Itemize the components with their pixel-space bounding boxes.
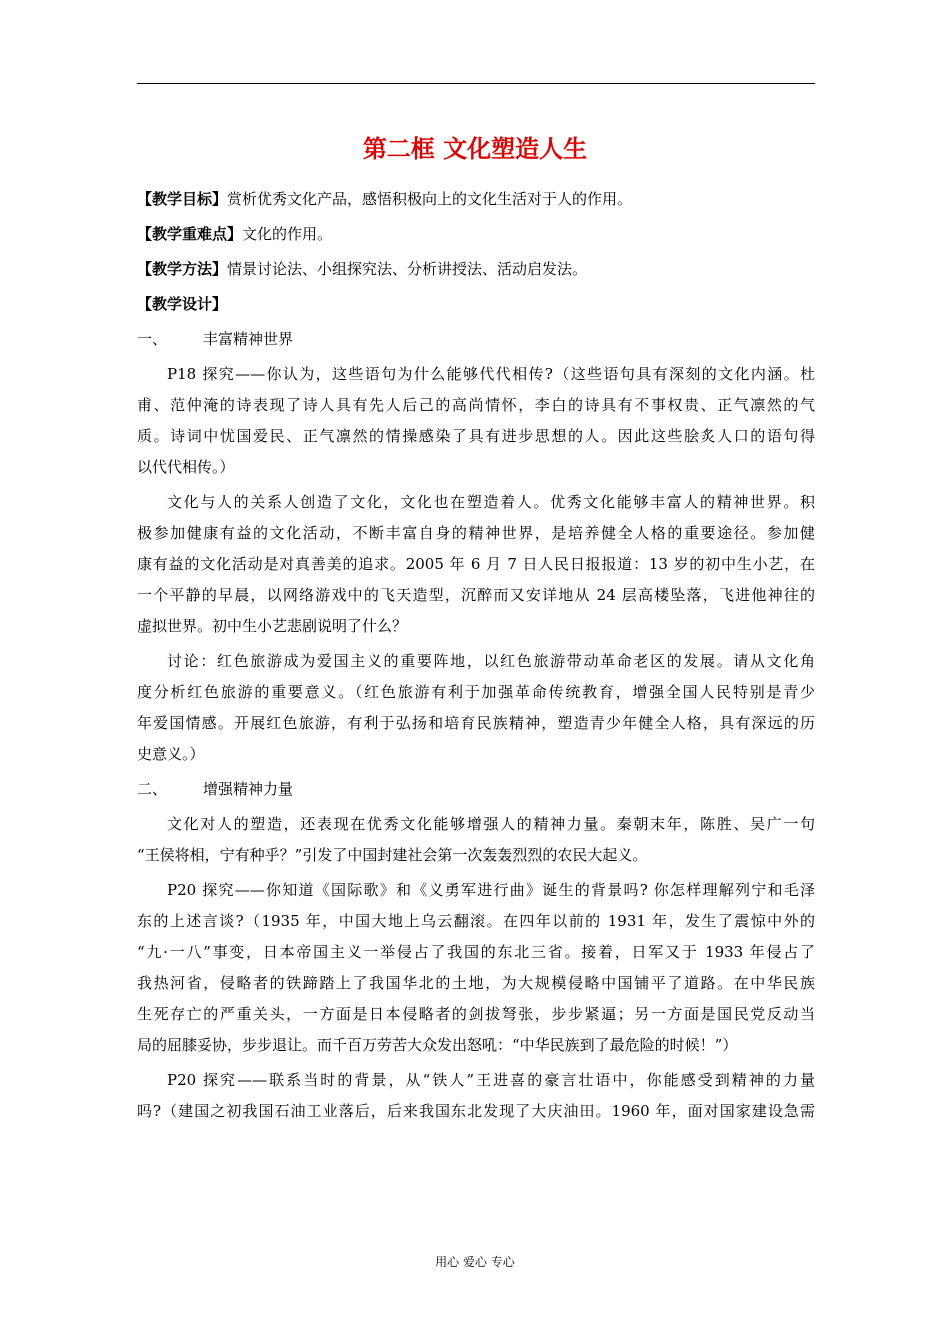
section-heading-2 <box>137 774 815 805</box>
paragraph <box>137 359 815 483</box>
page-footer: 用心 爱心 专心 <box>435 1255 515 1269</box>
paragraph <box>137 875 815 1061</box>
text-line: P18 探究——你认为，这些语句为什么能够代代相传?（这些语句具有深刻的文化内涵。杜 <box>167 365 815 383</box>
teaching-goal <box>137 184 815 219</box>
teaching-method <box>137 254 815 289</box>
section-heading-1 <box>137 324 815 355</box>
text-line: 度分析红色旅游的重要意义。（红色旅游有利于加强革命传统教育，增强全国人民特别是青少 <box>137 683 815 701</box>
teaching-key-points <box>137 219 815 254</box>
document-body <box>137 184 815 1127</box>
text-line: 文化与人的关系人创造了文化，文化也在塑造着人。优秀文化能够丰富人的精神世界。积 <box>167 493 815 511</box>
paragraph <box>137 1065 815 1127</box>
text-line: 以代代相传。） <box>137 458 235 476</box>
teaching-design <box>137 289 815 324</box>
text-line: 年爱国情感。开展红色旅游，有利于弘扬和培育民族精神，塑造青少年健全人格，具有深远的历 <box>137 714 815 732</box>
paragraph <box>137 487 815 642</box>
text-line: 虚拟世界。初中生小艺悲剧说明了什么？ <box>137 617 408 635</box>
text-line: 吗?（建国之初我国石油工业落后，后来我国东北发现了大庆油田。1960 年，面对国家建设急需 <box>137 1102 815 1120</box>
teaching-key-label: 【教学重难点】 <box>137 225 243 243</box>
teaching-design-label: 【教学设计】 <box>137 295 228 313</box>
page-title: 第二框 文化塑造人生 <box>362 135 588 163</box>
text-line: “王侯将相，宁有种乎？”引发了中国封建社会第一次轰轰烈烈的农民大起义。 <box>137 846 648 864</box>
section-2-number: 二、 <box>137 780 168 798</box>
paragraph <box>137 809 815 871</box>
teaching-goal-text: 赏析优秀文化产品，感悟积极向上的文化生活对于人的作用。 <box>227 190 633 208</box>
text-line: 讨论：红色旅游成为爱国主义的重要阵地，以红色旅游带动革命老区的发展。请从文化角 <box>167 652 815 670</box>
teaching-method-label: 【教学方法】 <box>137 260 228 278</box>
text-line: 生死存亡的严重关头，一方面是日本侵略者的剑拔弩张，步步紧逼；另一方面是国民党反动当 <box>137 1005 815 1023</box>
section-1-number: 一、 <box>137 330 168 348</box>
text-line: 我热河省，侵略者的铁蹄踏上了我国华北的土地，为大规模侵略中国铺平了道路。在中华民族 <box>137 974 815 992</box>
text-line: 康有益的文化活动是对真善美的追求。2005 年 6 月 7 日人民日报报道：13 岁的初中生小艺，在 <box>137 555 815 573</box>
text-line: 东的上述言谈?（1935 年，中国大地上乌云翻滚。在四年以前的 1931 年，发生了震惊中外的 <box>137 912 815 930</box>
section-2-title: 增强精神力量 <box>203 780 294 798</box>
teaching-method-text: 情景讨论法、小组探究法、分析讲授法、活动启发法。 <box>227 260 588 278</box>
text-line: 一个平静的早晨，以网络游戏中的飞天造型，沉醉而又安详地从 24 层高楼坠落，飞进他神往的 <box>137 586 815 604</box>
text-line: 史意义。） <box>137 745 205 763</box>
text-line: 局的屈膝妥协，步步退让。而千百万劳苦大众发出怒吼：“中华民族到了最危险的时候！”） <box>137 1036 738 1054</box>
text-line: “九·一八”事变，日本帝国主义一举侵占了我国的东北三省。接着，日军又于 1933 年侵占了 <box>137 943 815 961</box>
text-line: P20 探究——联系当时的背景，从“铁人”王进喜的豪言壮语中，你能感受到精神的力量 <box>167 1071 815 1089</box>
text-line: 质。诗词中忧国爱民、正气凛然的情操感染了具有进步思想的人。因此这些脍炙人口的语句得 <box>137 427 815 445</box>
text-line: 甫、范仲淹的诗表现了诗人具有先人后己的高尚情怀，李白的诗具有不事权贵、正气凛然的气 <box>137 396 815 414</box>
text-line: 文化对人的塑造，还表现在优秀文化能够增强人的精神力量。秦朝末年，陈胜、吴广一句 <box>167 815 815 833</box>
teaching-goal-label: 【教学目标】 <box>137 190 228 208</box>
section-1-title: 丰富精神世界 <box>203 330 294 348</box>
teaching-key-text: 文化的作用。 <box>242 225 333 243</box>
text-line: 极参加健康有益的文化活动，不断丰富自身的精神世界，是培养健全人格的重要途径。参加健 <box>137 524 815 542</box>
text-line: P20 探究——你知道《国际歌》和《义勇军进行曲》诞生的背景吗? 你怎样理解列宁和毛泽 <box>167 881 815 899</box>
header-rule <box>137 83 815 84</box>
paragraph <box>137 646 815 770</box>
